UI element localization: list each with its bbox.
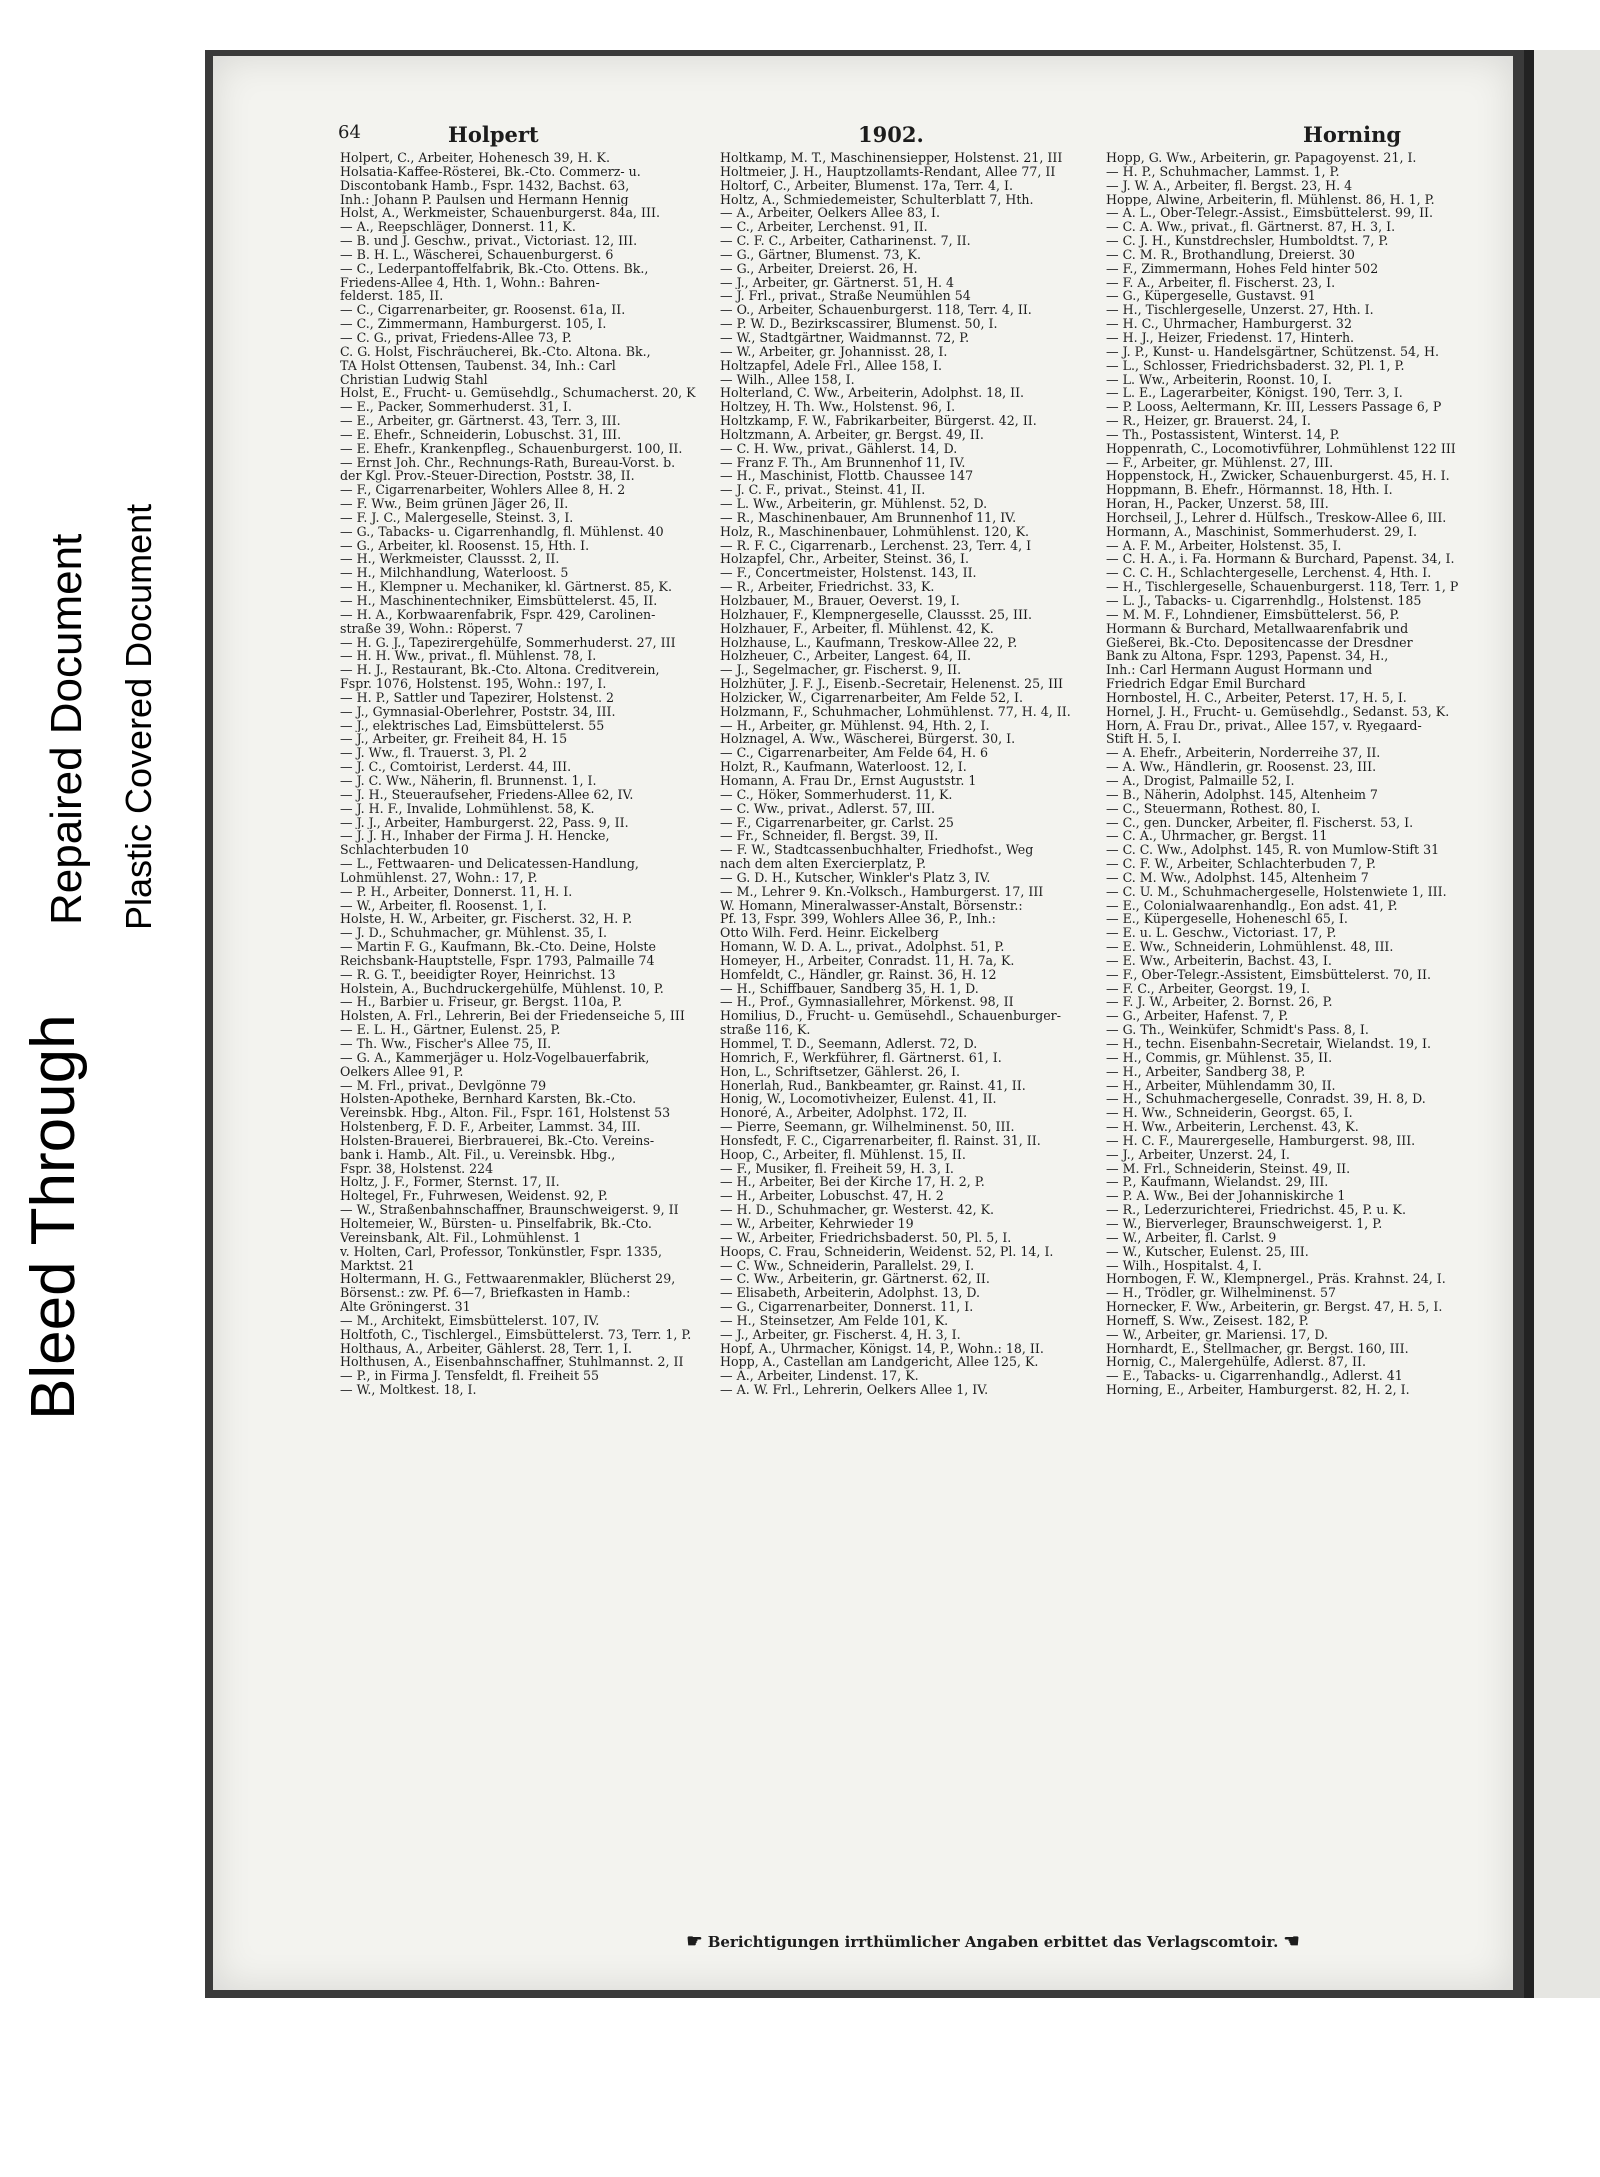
directory-entry: — C. A. Ww., privat., fl. Gärtnerst. 87, H. 3, I.	[1106, 220, 1396, 235]
directory-entry: Hornecker, F. Ww., Arbeiterin, gr. Bergst. 47, H. 5, I.	[1106, 1300, 1443, 1314]
directory-entry: — H., Maschinentechniker, Eimsbüttelerst. 45, II.	[340, 594, 658, 608]
directory-entry: — J. Ww., fl. Trauerst. 3, Pl. 2	[340, 746, 527, 761]
directory-entry: — Pierre, Seemann, gr. Wilhelminenst. 50, III.	[720, 1120, 1015, 1134]
directory-entry: Holst, A., Werkmeister, Schauenburgerst. 84a, III.	[340, 206, 660, 221]
directory-entry: Schlachterbuden 10	[340, 843, 469, 858]
directory-page	[213, 56, 1513, 1990]
page-header	[338, 122, 1468, 152]
directory-entry: — E. Ww., Schneiderin, Lohmühlenst. 48, III.	[1106, 940, 1394, 954]
directory-entry: — R., Maschinenbauer, Am Brunnenhof 11, IV.	[720, 510, 1017, 525]
directory-entry: — H. J., Restaurant, Bk.-Cto. Altona. Creditverein,	[340, 663, 660, 678]
directory-entry: Holzhauer, F., Klempnergeselle, Claussst. 25, III.	[720, 607, 1032, 622]
directory-entry: — J., elektrisches Lad, Eimsbüttelerst. 55	[340, 718, 605, 733]
directory-entry: — C. M. Ww., Adolphst. 145, Altenheim 7	[1106, 870, 1369, 885]
directory-entry: — Martin F. G., Kaufmann, Bk.-Cto. Deine, Holste	[340, 940, 656, 954]
page-footer	[593, 1931, 1393, 1952]
directory-entry: — H. C. F., Maurergeselle, Hamburgerst. 98, III.	[1106, 1133, 1416, 1148]
header-right-word: Horning	[1303, 122, 1402, 147]
directory-entry: — W., Straßenbahnschaffner, Braunschweigerst. 9, II	[340, 1203, 679, 1217]
directory-entry: — B. und J. Geschw., privat., Victoriast. 12, III.	[340, 234, 638, 248]
directory-entry: Hon, L., Schriftsetzer, Gählerst. 26, I.	[720, 1064, 961, 1079]
directory-entry: — E., Colonialwaarenhandlg., Eon adst. 41, P.	[1106, 898, 1398, 913]
directory-entry: W. Homann, Mineralwasser-Anstalt, Börsenstr.:	[720, 898, 1023, 913]
directory-entry: — J. J., Arbeiter, Hamburgerst. 22, Pass. 9, II.	[340, 815, 629, 830]
directory-entry: — M. M. F., Lohndiener, Eimsbüttelerst. 56, P.	[1106, 607, 1400, 622]
directory-entry: — E., Packer, Sommerhuderst. 31, I.	[340, 400, 572, 415]
directory-entry: — H. Ww., Schneiderin, Georgst. 65, I.	[1106, 1106, 1353, 1121]
bleed-through-label: Bleed Through	[19, 1014, 88, 1420]
directory-entry: — E., Tabacks- u. Cigarrenhandlg., Adlerst. 41	[1106, 1369, 1403, 1384]
directory-entry: Hornhardt, E., Stellmacher, gr. Bergst. 160, III.	[1106, 1341, 1409, 1356]
directory-entry: — C., Höker, Sommerhuderst. 11, K.	[720, 787, 953, 802]
directory-entry: — G., Tabacks- u. Cigarrenhandlg, fl. Mühlenst. 40	[340, 524, 664, 539]
directory-entry: Holtfoth, C., Tischlergel., Eimsbüttelerst. 73, Terr. 1, P.	[340, 1327, 692, 1342]
directory-entry: — Th. Ww., Fischer's Allee 75, II.	[340, 1037, 552, 1051]
directory-entry: — H. G. J., Tapezirergehülfe, Sommerhuderst. 27, III	[340, 635, 676, 650]
directory-entry: Inh.: Carl Hermann August Hormann und	[1106, 663, 1373, 678]
directory-entry: — P. W. D., Bezirkscassirer, Blumenst. 50, I.	[720, 317, 998, 331]
directory-entry: nach dem alten Exercierplatz, P.	[720, 857, 926, 871]
directory-entry: — C. H. Ww., privat., Gählerst. 14, D.	[720, 441, 958, 456]
directory-entry: — M., Lehrer 9. Kn.-Volksch., Hamburgerst. 17, III	[720, 884, 1044, 899]
directory-entry: — H., Barbier u. Friseur, gr. Bergst. 110a, P.	[340, 995, 623, 1010]
directory-entry: — J. C., Comtoirist, Lerderst. 44, III.	[340, 760, 572, 774]
directory-entry: — L. Ww., Arbeiterin, gr. Mühlenst. 52, D.	[720, 497, 988, 511]
repaired-document-label: Repaired Document	[42, 533, 91, 925]
directory-entry: straße 116, K.	[720, 1023, 811, 1037]
directory-entry: Pf. 13, Fspr. 399, Wohlers Allee 36, P., Inh.:	[720, 912, 996, 927]
directory-entry: — H., Tischlergeselle, Schauenburgerst. 118, Terr. 1, P	[1106, 580, 1459, 594]
directory-entry: — H., Klempner u. Mechaniker, kl. Gärtnerst. 85, K.	[340, 580, 672, 594]
directory-entry: — C. F. W., Arbeiter, Schlachterbuden 7, P.	[1106, 857, 1376, 871]
directory-entry: — W., Arbeiter, gr. Johannisst. 28, I.	[720, 344, 948, 359]
directory-entry: — E. Ehefr., Schneiderin, Lobuschst. 31, III.	[340, 427, 622, 442]
directory-entry: Holtorf, C., Arbeiter, Blumenst. 17a, Terr. 4, I.	[720, 178, 1013, 193]
directory-entry: — J., Arbeiter, gr. Freiheit 84, H. 15	[340, 732, 568, 747]
directory-entry: Holtz, A., Schmiedemeister, Schulterblatt 7, Hth.	[720, 192, 1034, 207]
directory-entry: — H., Werkmeister, Claussst. 2, II.	[340, 552, 560, 567]
directory-entry: — P., in Firma J. Tensfeldt, fl. Freiheit 55	[340, 1369, 600, 1384]
directory-entry: Marktst. 21	[340, 1258, 415, 1273]
directory-entry: Hornbogen, F. W., Klempnergel., Präs. Krahnst. 24, I.	[1106, 1272, 1446, 1287]
pointing-hand-left-icon: ☚	[1283, 1931, 1300, 1952]
directory-entry: Holznagel, A. Ww., Wäscherei, Bürgerst. 30, I.	[720, 732, 1016, 747]
directory-entry: — C., gen. Duncker, Arbeiter, fl. Fischerst. 53, I.	[1106, 815, 1414, 830]
directory-entry: Homeyer, H., Arbeiter, Conradst. 11, H. 7a, K.	[720, 953, 1015, 968]
directory-entry: — R., Lederzurichterei, Friedrichst. 45, P. u. K.	[1106, 1203, 1406, 1217]
directory-entry: Hopp, A., Castellan am Landgericht, Allee 125, K.	[720, 1355, 1039, 1370]
directory-entry: Hoppenrath, C., Locomotivführer, Lohmühlenst 122 III	[1106, 441, 1456, 456]
directory-entry: Homann, W. D. A. L., privat., Adolphst. 51, P.	[720, 940, 1005, 954]
directory-entry: — C., Steuermann, Rothest. 80, I.	[1106, 801, 1321, 816]
directory-entry: — J., Arbeiter, gr. Fischerst. 4, H. 3, I.	[720, 1327, 961, 1342]
footer-text: Berichtigungen irrthümlicher Angaben erbittet das Verlagscomtoir.	[707, 1933, 1279, 1951]
directory-entry: — H. H. Ww., privat., fl. Mühlenst. 78, I.	[340, 649, 597, 664]
directory-entry: — H., Milchhandlung, Waterloost. 5	[340, 566, 569, 581]
directory-entry: Otto Wilh. Ferd. Heinr. Eickelberg	[720, 926, 939, 941]
directory-entry: — H., Steinsetzer, Am Felde 101, K.	[720, 1313, 949, 1328]
directory-entry: Holzicker, W., Cigarrenarbeiter, Am Felde 52, I.	[720, 690, 1023, 705]
directory-entry: — F., Cigarrenarbeiter, gr. Carlst. 25	[720, 815, 954, 830]
directory-entry: Holzheuer, C., Arbeiter, Langest. 64, II.	[720, 649, 972, 664]
directory-entry: Horn, A. Frau Dr., privat., Allee 157, v. Ryegaard-	[1106, 718, 1422, 733]
directory-entry: — H., Trödler, gr. Wilhelminenst. 57	[1106, 1286, 1337, 1301]
directory-entry: Holzbauer, M., Brauer, Oeverst. 19, I.	[720, 594, 960, 608]
directory-entry: Hoppenstock, H., Zwicker, Schauenburgerst. 45, H. I.	[1106, 469, 1450, 484]
directory-entry: — A., Reepschläger, Donnerst. 11, K.	[340, 220, 576, 235]
directory-entry: — H., Maschinist, Flottb. Chaussee 147	[720, 469, 974, 484]
directory-entry: — H., Arbeiter, gr. Mühlenst. 94, Hth. 2, I.	[720, 718, 990, 733]
directory-entry: — A. W. Frl., Lehrerin, Oelkers Allee 1, IV.	[720, 1383, 989, 1397]
directory-entry: — R. G. T., beeidigter Royer, Heinrichst. 13	[340, 967, 616, 982]
directory-entry: — C. C. H., Schlachtergeselle, Lerchenst. 4, Hth. I.	[1106, 566, 1432, 581]
directory-entry: Holstenberg, F. D. F., Arbeiter, Lammst. 34, III.	[340, 1120, 641, 1134]
directory-entry: Holtz, J. F., Former, Sternst. 17, II.	[340, 1175, 560, 1190]
directory-entry: — G., Cigarrenarbeiter, Donnerst. 11, I.	[720, 1300, 974, 1314]
directory-entry: Honerlah, Rud., Bankbeamter, gr. Rainst. 41, II.	[720, 1078, 1026, 1093]
directory-entry: Holtzey, H. Th. Ww., Holstenst. 96, I.	[720, 400, 956, 415]
directory-entry: — C. M. R., Brothandlung, Dreierst. 30	[1106, 247, 1355, 262]
directory-entry: — A., Arbeiter, Lindenst. 17, K.	[720, 1369, 919, 1384]
directory-entry: — L. E., Lagerarbeiter, Königst. 190, Terr. 3, I.	[1106, 386, 1403, 401]
directory-entry: — G., Arbeiter, kl. Roosenst. 15, Hth. I.	[340, 538, 590, 553]
directory-entry: — E. Ehefr., Krankenpfleg., Schauenburgerst. 100, II.	[340, 441, 683, 456]
header-left-word: Holpert	[448, 122, 539, 147]
directory-entry: — W., Moltkest. 18, I.	[340, 1383, 477, 1397]
directory-entry: — Elisabeth, Arbeiterin, Adolphst. 13, D.	[720, 1286, 980, 1301]
directory-entry: Inh.: Johann P. Paulsen und Hermann Hennig	[340, 192, 629, 207]
directory-entry: — Franz F. Th., Am Brunnenhof 11, IV.	[720, 455, 966, 470]
directory-entry: — R., Heizer, gr. Brauerst. 24, I.	[1106, 414, 1311, 428]
directory-entry: Friedens-Allee 4, Hth. 1, Wohn.: Bahren-	[340, 275, 600, 290]
directory-entry: — J. C. Ww., Näherin, fl. Brunnenst. 1, I.	[340, 773, 597, 788]
annotation-sidebar	[0, 0, 205, 2177]
directory-entry: — L. J., Tabacks- u. Cigarrenhdlg., Holstenst. 185	[1106, 594, 1422, 608]
directory-entry: — A., Drogist, Palmaille 52, I.	[1106, 773, 1295, 788]
directory-entry: — E., Arbeiter, gr. Gärtnerst. 43, Terr. 3, III.	[340, 414, 621, 428]
directory-entry: Holsten-Brauerei, Bierbrauerei, Bk.-Cto. Vereins-	[340, 1133, 655, 1148]
directory-entry: — C., Cigarrenarbeiter, Am Felde 64, H. 6	[720, 746, 988, 761]
directory-entry: Honoré, A., Arbeiter, Adolphst. 172, II.	[720, 1106, 968, 1121]
directory-entry: Homilius, D., Frucht- u. Gemüsehdl., Schauenburger-	[720, 1009, 1061, 1024]
directory-entry: — H., Schiffbauer, Sandberg 35, H. 1, D.	[720, 981, 979, 996]
directory-entry: — C., Arbeiter, Lerchenst. 91, II.	[720, 220, 928, 235]
directory-entry: — J. H., Steueraufseher, Friedens-Allee 62, IV.	[340, 787, 634, 802]
directory-entry: — F. C., Arbeiter, Georgst. 19, I.	[1106, 981, 1311, 996]
directory-entry: — W., Bierverleger, Braunschweigerst. 1, P.	[1106, 1216, 1383, 1231]
directory-entry: — H., Arbeiter, Sandberg 38, P.	[1106, 1064, 1306, 1079]
directory-entry: — M., Architekt, Eimsbüttelerst. 107, IV.	[340, 1313, 600, 1328]
directory-entry: — M. Frl., privat., Devlgönne 79	[340, 1078, 547, 1093]
directory-entry: — G. D. H., Kutscher, Winkler's Platz 3, IV.	[720, 870, 991, 885]
directory-entry: — F. J. C., Malergeselle, Steinst. 3, I.	[340, 510, 574, 525]
directory-entry: — A., Arbeiter, Oelkers Allee 83, I.	[720, 206, 940, 221]
directory-entry: — F., Zimmermann, Hohes Feld hinter 502	[1106, 261, 1379, 276]
directory-entry: Holzhause, L., Kaufmann, Treskow-Allee 22, P.	[720, 635, 1018, 650]
directory-entry: Horning, E., Arbeiter, Hamburgerst. 82, H. 2, I.	[1106, 1383, 1410, 1397]
directory-column-1	[340, 151, 702, 1397]
directory-entry: — R. F. C., Cigarrenarb., Lerchenst. 23, Terr. 4, I	[720, 538, 1032, 553]
directory-entry: C. G. Holst, Fischräucherei, Bk.-Cto. Altona. Bk.,	[340, 344, 651, 359]
directory-entry: Holzmann, F., Schuhmacher, Lohmühlenst. 77, H. 4, II.	[720, 704, 1071, 719]
directory-entry: Honig, W., Locomotivheizer, Eulenst. 41, II.	[720, 1092, 997, 1107]
directory-entry: — F., Arbeiter, gr. Mühlenst. 27, III.	[1106, 455, 1334, 470]
directory-entry: — O., Arbeiter, Schauenburgerst. 118, Terr. 4, II.	[720, 303, 1032, 318]
directory-entry: Holst, E., Frucht- u. Gemüsehdlg., Schumacherst. 20, K	[340, 386, 696, 401]
directory-entry: Holsatia-Kaffee-Rösterei, Bk.-Cto. Commerz- u.	[340, 164, 641, 179]
directory-entry: Horan, H., Packer, Unzerst. 58, III.	[1106, 497, 1329, 511]
directory-entry: Holtzmann, A. Arbeiter, gr. Bergst. 49, II.	[720, 427, 984, 442]
directory-entry: — Fr., Schneider, fl. Bergst. 39, II.	[720, 829, 939, 844]
directory-entry: — B., Näherin, Adolphst. 145, Altenheim 7	[1106, 787, 1378, 802]
directory-entry: — C. C. Ww., Adolphst. 145, R. von Mumlow-Stift 31	[1106, 843, 1440, 858]
directory-entry: Holz, R., Maschinenbauer, Lohmühlenst. 120, K.	[720, 524, 1030, 539]
directory-entry: — E. L. H., Gärtner, Eulenst. 25, P.	[340, 1023, 561, 1037]
directory-entry: — H. P., Sattler und Tapezirer, Holstenst. 2	[340, 690, 615, 705]
directory-entry: — C. J. H., Kunstdrechsler, Humboldtst. 7, P.	[1106, 234, 1389, 248]
directory-entry: Holzapfel, Chr., Arbeiter, Steinst. 36, I.	[720, 552, 969, 567]
directory-entry: — P. H., Arbeiter, Donnerst. 11, H. I.	[340, 884, 573, 899]
directory-entry: — E. u. L. Geschw., Victoriast. 17, P.	[1106, 926, 1337, 941]
directory-entry: — Wilh., Allee 158, I.	[720, 372, 855, 387]
directory-entry: — Wilh., Hospitalst. 4, I.	[1106, 1258, 1262, 1273]
directory-entry: Holtkamp, M. T., Maschinensiepper, Holstenst. 21, III	[720, 151, 1063, 165]
directory-entry: — A. Ehefr., Arbeiterin, Norderreihe 37, II.	[1106, 746, 1381, 761]
directory-entry: Friedrich Edgar Emil Burchard	[1106, 677, 1306, 691]
directory-entry: — F. W., Stadtcassenbuchhalter, Friedhofst., Weg	[720, 843, 1034, 858]
directory-entry: — F. A., Arbeiter, fl. Fischerst. 23, I.	[1106, 275, 1336, 290]
directory-entry: Holtemeier, W., Bürsten- u. Pinselfabrik, Bk.-Cto.	[340, 1216, 652, 1231]
directory-entry: — J. H. F., Invalide, Lohmühlenst. 58, K.	[340, 801, 595, 816]
header-year: 1902.	[858, 122, 924, 147]
directory-entry: — H., Tischlergeselle, Unzerst. 27, Hth. I.	[1106, 303, 1374, 318]
directory-entry: Hoops, C. Frau, Schneiderin, Weidenst. 52, Pl. 14, I.	[720, 1244, 1054, 1259]
directory-entry: — C. G., privat, Friedens-Allee 73, P.	[340, 330, 572, 345]
directory-entry: — H. Ww., Arbeiterin, Lerchenst. 43, K.	[1106, 1120, 1359, 1134]
directory-entry: Homfeldt, C., Händler, gr. Rainst. 36, H. 12	[720, 967, 997, 982]
directory-entry: — W., Arbeiter, gr. Mariensi. 17, D.	[1106, 1327, 1329, 1342]
directory-entry: Holtmeier, J. H., Hauptzollamts-Rendant, Allee 77, II	[720, 164, 1056, 179]
directory-entry: Gießerei, Bk.-Cto. Depositencasse der Dresdner	[1106, 635, 1413, 650]
directory-entry: — G., Arbeiter, Dreierst. 26, H.	[720, 261, 918, 276]
directory-entry: Horchseil, J., Lehrer d. Hülfsch., Treskow-Allee 6, III.	[1106, 510, 1447, 525]
directory-entry: — A. Ww., Händlerin, gr. Roosenst. 23, III.	[1106, 760, 1377, 774]
directory-entry: Lohmühlenst. 27, Wohn.: 17, P.	[340, 870, 538, 885]
directory-entry: — H., Commis, gr. Mühlenst. 35, II.	[1106, 1050, 1333, 1065]
directory-entry: — G., Arbeiter, Hafenst. 7, P.	[1106, 1009, 1289, 1024]
directory-entry: — P., Kaufmann, Wielandst. 29, III.	[1106, 1175, 1329, 1190]
directory-entry: — L., Schlosser, Friedrichsbaderst. 32, Pl. 1, P.	[1106, 358, 1405, 373]
directory-entry: — J. Frl., privat., Straße Neumühlen 54	[720, 289, 971, 304]
directory-entry: Reichsbank-Hauptstelle, Fspr. 1793, Palmaille 74	[340, 953, 655, 968]
directory-entry: — G. Th., Weinküfer, Schmidt's Pass. 8, I.	[1106, 1023, 1369, 1037]
directory-entry: Holste, H. W., Arbeiter, gr. Fischerst. 32, H. P.	[340, 912, 633, 927]
directory-entry: Holsten, A. Frl., Lehrerin, Bei der Friedenseiche 5, III	[340, 1009, 685, 1024]
directory-entry: — P. A. Ww., Bei der Johanniskirche 1	[1106, 1189, 1346, 1204]
directory-entry: der Kgl. Prov.-Steuer-Direction, Poststr. 38, II.	[340, 469, 635, 484]
directory-entry: Hornbostel, H. C., Arbeiter, Peterst. 17, H. 5, I.	[1106, 690, 1407, 705]
directory-entry: Hoop, C., Arbeiter, fl. Mühlenst. 15, II.	[720, 1147, 966, 1162]
directory-entry: — C. Ww., Arbeiterin, gr. Gärtnerst. 62, II.	[720, 1272, 990, 1287]
directory-entry: — H. J., Heizer, Friedenst. 17, Hinterh.	[1106, 330, 1355, 345]
directory-entry: Fspr. 1076, Holstenst. 195, Wohn.: 197, I.	[340, 677, 607, 691]
directory-entry: — B. H. L., Wäscherei, Schauenburgerst. 6	[340, 247, 614, 262]
directory-entry: — G., Gärtner, Blumenst. 73, K.	[720, 247, 921, 262]
directory-entry: Hormann & Burchard, Metallwaarenfabrik und	[1106, 621, 1409, 636]
directory-entry: — L., Fettwaaren- und Delicatessen-Handlung,	[340, 857, 639, 871]
directory-column-3	[1106, 151, 1468, 1397]
directory-entry: — A. L., Ober-Telegr.-Assist., Eimsbüttelerst. 99, II.	[1106, 206, 1434, 221]
directory-entry: — H. C., Uhrmacher, Hamburgerst. 32	[1106, 317, 1352, 331]
directory-entry: — C. U. M., Schuhmachergeselle, Holstenwiete 1, III.	[1106, 884, 1447, 899]
directory-entry: Hornel, J. H., Frucht- u. Gemüsehdlg., Sedanst. 53, K.	[1106, 704, 1450, 719]
directory-entry: — C. Ww., Schneiderin, Parallelst. 29, I.	[720, 1258, 975, 1273]
directory-entry: — C., Cigarrenarbeiter, gr. Roosenst. 61a, II.	[340, 303, 626, 318]
directory-entry: — J. D., Schuhmacher, gr. Mühlenst. 35, I.	[340, 926, 608, 941]
directory-entry: felderst. 185, II.	[340, 289, 444, 304]
directory-entry: Horneff, S. Ww., Zeisest. 182, P.	[1106, 1313, 1309, 1328]
directory-entry: Holthaus, A., Arbeiter, Gählerst. 28, Terr. 1, I.	[340, 1341, 633, 1356]
directory-entry: — Ernst Joh. Chr., Rechnungs-Rath, Bureau-Vorst. b.	[340, 455, 676, 470]
directory-entry: — G., Küpergeselle, Gustavst. 91	[1106, 289, 1316, 304]
directory-entry: — C. H. A., i. Fa. Hormann & Burchard, Papenst. 34, I.	[1106, 552, 1455, 567]
directory-entry: Hoppmann, B. Ehefr., Hörmannst. 18, Hth. I.	[1106, 483, 1393, 498]
directory-entry: — J., Gymnasial-Oberlehrer, Poststr. 34, III.	[340, 704, 616, 719]
directory-entry: — W., Arbeiter, fl. Carlst. 9	[1106, 1230, 1277, 1245]
bottom-margin	[205, 1998, 1600, 2177]
pointing-hand-right-icon: ☛	[686, 1931, 703, 1952]
directory-entry: — L. Ww., Arbeiterin, Roonst. 10, I.	[1106, 372, 1332, 387]
directory-entry: Holzhüter, J. F. J., Eisenb.-Secretair, Helenenst. 25, III	[720, 677, 1064, 691]
directory-entry: — W., Kutscher, Eulenst. 25, III.	[1106, 1244, 1309, 1259]
directory-entry: — J. W. A., Arbeiter, fl. Bergst. 23, H. 4	[1106, 178, 1353, 193]
directory-entry: — F., Ober-Telegr.-Assistent, Eimsbüttelerst. 70, II.	[1106, 967, 1431, 982]
directory-entry: — H., Arbeiter, Bei der Kirche 17, H. 2, P.	[720, 1175, 985, 1190]
directory-entry: Vereinsbk. Hbg., Alton. Fil., Fspr. 161, Holstenst 53	[340, 1106, 671, 1121]
directory-entry: — W., Arbeiter, fl. Roosenst. 1, I.	[340, 898, 547, 913]
scanned-page-area	[205, 50, 1600, 1998]
directory-entry: Hopf, A., Uhrmacher, Königst. 14, P., Wohn.: 18, II.	[720, 1341, 1044, 1356]
directory-entry: v. Holten, Carl, Professor, Tonkünstler, Fspr. 1335,	[340, 1244, 662, 1259]
directory-entry: — J. C. F., privat., Steinst. 41, II.	[720, 483, 926, 498]
directory-entry: — C., Zimmermann, Hamburgerst. 105, I.	[340, 317, 607, 331]
directory-entry: — W., Arbeiter, Kehrwieder 19	[720, 1216, 914, 1231]
directory-entry: Vereinsbank, Alt. Fil., Lohmühlenst. 1	[340, 1230, 582, 1245]
directory-entry: — F. J. W., Arbeiter, 2. Bornst. 26, P.	[1106, 995, 1333, 1010]
directory-entry: Honsfedt, F. C., Cigarrenarbeiter, fl. Rainst. 31, II.	[720, 1133, 1041, 1148]
adjacent-page-sliver	[1530, 50, 1600, 1998]
directory-entry: — W., Stadtgärtner, Waidmannst. 72, P.	[720, 330, 970, 345]
directory-entry: Holtzapfel, Adele Frl., Allee 158, I.	[720, 358, 942, 373]
directory-entry: — E., Küpergeselle, Hoheneschl 65, I.	[1106, 912, 1348, 927]
directory-entry: Holstein, A., Buchdruckergehülfe, Mühlenst. 10, P.	[340, 981, 664, 996]
directory-entry: Holsten-Apotheke, Bernhard Karsten, Bk.-Cto.	[340, 1092, 637, 1107]
directory-entry: — J., Arbeiter, gr. Gärtnerst. 51, H. 4	[720, 275, 954, 290]
directory-entry: Stift H. 5, I.	[1106, 732, 1182, 747]
directory-entry: — F. Ww., Beim grünen Jäger 26, II.	[340, 497, 569, 511]
directory-entry: bank i. Hamb., Alt. Fil., u. Vereinsbk. Hbg.,	[340, 1147, 616, 1162]
directory-entry: — F., Cigarrenarbeiter, Wohlers Allee 8, H. 2	[340, 483, 626, 498]
directory-entry: — C. Ww., privat., Adlerst. 57, III.	[720, 801, 935, 816]
directory-entry: Börsenst.: zw. Pf. 6—7, Briefkasten in Hamb.:	[340, 1286, 631, 1301]
directory-entry: Hommel, T. D., Seemann, Adlerst. 72, D.	[720, 1037, 978, 1051]
directory-entry: Hopp, G. Ww., Arbeiterin, gr. Papagoyenst. 21, I.	[1106, 151, 1417, 165]
directory-entry: — J. P., Kunst- u. Handelsgärtner, Schützenst. 54, H.	[1106, 344, 1440, 359]
directory-entry: Holterland, C. Ww., Arbeiterin, Adolphst. 18, II.	[720, 386, 1025, 401]
directory-entry: Discontobank Hamb., Fspr. 1432, Bachst. 63,	[340, 178, 630, 193]
directory-entry: — C., Lederpantoffelfabrik, Bk.-Cto. Ottens. Bk.,	[340, 261, 649, 276]
directory-entry: — C. A., Uhrmacher, gr. Bergst. 11	[1106, 829, 1328, 844]
directory-entry: Oelkers Allee 91, P.	[340, 1064, 464, 1079]
directory-entry: — J., Arbeiter, Unzerst. 24, I.	[1106, 1147, 1290, 1162]
directory-entry: Holzhauer, F., Arbeiter, fl. Mühlenst. 42, K.	[720, 621, 994, 636]
directory-entry: — H., Schuhmachergeselle, Conradst. 39, H. 8, D.	[1106, 1092, 1426, 1107]
directory-entry: — W., Arbeiter, Friedrichsbaderst. 50, Pl. 5, I.	[720, 1230, 1012, 1245]
directory-entry: Hoppe, Alwine, Arbeiterin, fl. Mühlenst. 86, H. 1, P.	[1106, 192, 1435, 207]
directory-entry: Holzt, R., Kaufmann, Waterloost. 12, I.	[720, 760, 967, 774]
directory-entry: — H., Arbeiter, Mühlendamm 30, II.	[1106, 1078, 1336, 1093]
directory-entry: Holtermann, H. G., Fettwaarenmakler, Blücherst 29,	[340, 1272, 676, 1287]
directory-entry: Bank zu Altona, Fspr. 1293, Papenst. 34, H.,	[1106, 649, 1389, 664]
directory-entry: Fspr. 38, Holstenst. 224	[340, 1161, 494, 1176]
directory-entry: — H. D., Schuhmacher, gr. Westerst. 42, K.	[720, 1203, 995, 1217]
directory-entry: — Th., Postassistent, Winterst. 14, P.	[1106, 427, 1340, 442]
directory-entry: Holtzkamp, F. W., Fabrikarbeiter, Bürgerst. 42, II.	[720, 414, 1037, 428]
directory-entry: — C. F. C., Arbeiter, Catharinenst. 7, II.	[720, 234, 971, 248]
directory-entry: — G. A., Kammerjäger u. Holz-Vogelbauerfabrik,	[340, 1050, 650, 1065]
directory-column-2	[720, 151, 1082, 1397]
directory-entry: — A. F. M., Arbeiter, Holstenst. 35, I.	[1106, 538, 1342, 553]
directory-entry: — F., Concertmeister, Holstenst. 143, II.	[720, 566, 977, 581]
page-number: 64	[338, 122, 361, 143]
directory-entry: — M. Frl., Schneiderin, Steinst. 49, II.	[1106, 1161, 1351, 1176]
directory-entry: Christian Ludwig Stahl	[340, 372, 488, 387]
directory-entry: Homrich, F., Werkführer, fl. Gärtnerst. 61, I.	[720, 1050, 1002, 1065]
plastic-covered-label: Plastic Covered Document	[118, 503, 159, 930]
directory-entry: Alte Gröningerst. 31	[340, 1300, 471, 1314]
directory-entry: — J., Segelmacher, gr. Fischerst. 9, II.	[720, 663, 962, 678]
directory-entry: straße 39, Wohn.: Röperst. 7	[340, 621, 524, 636]
directory-entry: — F., Musiker, fl. Freiheit 59, H. 3, I.	[720, 1161, 954, 1176]
directory-entry: — J. J. H., Inhaber der Firma J. H. Hencke,	[340, 829, 610, 844]
directory-entry: — E. Ww., Arbeiterin, Bachst. 43, I.	[1106, 953, 1332, 968]
directory-entry: Hornig, C., Malergehülfe, Adlerst. 87, II.	[1106, 1355, 1366, 1370]
directory-entry: — H. P., Schuhmacher, Lammst. 1, P.	[1106, 164, 1340, 179]
directory-entry: Holtegel, Fr., Fuhrwesen, Weidenst. 92, P.	[340, 1189, 608, 1204]
directory-entry: — H., Prof., Gymnasiallehrer, Mörkenst. 98, II	[720, 995, 1014, 1010]
directory-entry: TA Holst Ottensen, Taubenst. 34, Inh.: Carl	[340, 358, 616, 373]
directory-entry: Homann, A. Frau Dr., Ernst Auguststr. 1	[720, 773, 977, 788]
directory-entry: — H., Arbeiter, Lobuschst. 47, H. 2	[720, 1189, 944, 1204]
directory-entry: — R., Arbeiter, Friedrichst. 33, K.	[720, 580, 935, 594]
directory-entry: — H., techn. Eisenbahn-Secretair, Wielandst. 19, I.	[1106, 1037, 1431, 1051]
directory-entry: Hormann, A., Maschinist, Sommerhuderst. 29, I.	[1106, 524, 1417, 539]
directory-entry: — P. Looss, Aeltermann, Kr. III, Lessers Passage 6, P	[1106, 400, 1442, 415]
directory-entry: Holthusen, A., Eisenbahnschaffner, Stuhlmannst. 2, II	[340, 1355, 684, 1370]
directory-entry: — H. A., Korbwaarenfabrik, Fspr. 429, Carolinen-	[340, 607, 656, 622]
directory-entry: Holpert, C., Arbeiter, Hohenesch 39, H. K.	[340, 151, 610, 165]
